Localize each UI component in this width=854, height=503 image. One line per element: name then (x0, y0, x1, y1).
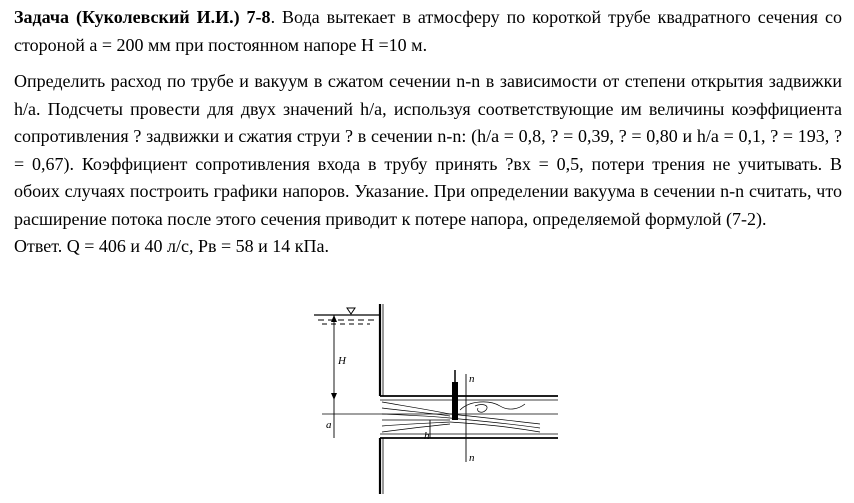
problem-task: Определить расход по трубе и вакуум в сжатом сечении n-n в зависимости от степени открытия задвижки h/a. Подсчеты провести для двух значений h/a, используя соответствующие им величины коэффициента сопротивления ? задвижки и сжатия струи ? в сечении n-n: (h/a = 0,8, ? = 0,39, ? = 0,80 и h/a = 0,1, ? = 193, ? = 0,67). Коэффициент сопротивления входа в трубу принять ?вх = 0,5, потери трения не учитывать. В обоих случаях построить графики напоров. Указание. При определении вакуума в сечении n-n считать, что расширение потока после этого сечения приводит к потере напора, определяемой формулой (7-2). (14, 71, 842, 229)
label-h: h (424, 430, 430, 442)
dimension-H-arrow-top (331, 315, 337, 322)
problem-conditions: . Вода вытекает в атмосферу по короткой трубе квадратного сечения со стороной а = 200 мм при постоянном напоре Н =10 м. (14, 7, 842, 55)
problem-statement (14, 4, 842, 59)
water-level-marker-icon (347, 308, 355, 314)
label-H: H (338, 355, 346, 367)
pipe-diagram (300, 302, 560, 500)
dimension-H-arrow-bottom (331, 393, 337, 400)
label-n-top: n (469, 373, 475, 385)
problem-text (14, 4, 842, 261)
flow-streamlines (382, 402, 540, 432)
pipe-diagram-svg (300, 302, 560, 500)
problem-answer: Ответ. Q = 406 и 40 л/с, Pв = 58 и 14 кПа. (14, 236, 330, 256)
problem-title: Задача (Куколевский И.И.) 7-8 (14, 7, 271, 27)
label-a: a (326, 419, 332, 431)
label-n-bottom: n (469, 452, 475, 464)
